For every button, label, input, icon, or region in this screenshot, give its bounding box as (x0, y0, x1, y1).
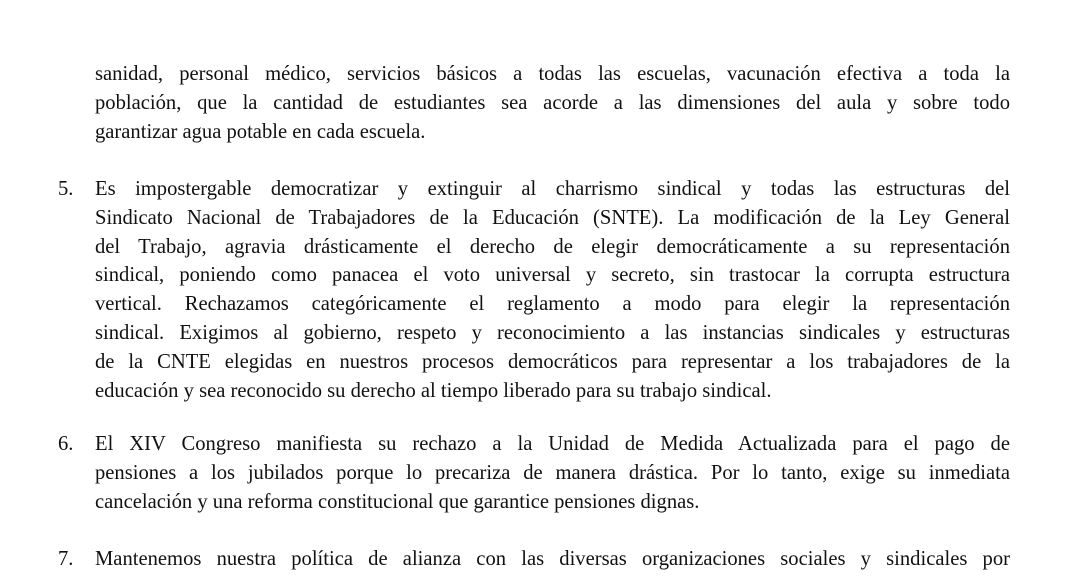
text-line: Es impostergable democratizar y extinguir al charrismo sindical y todas las estructuras del (95, 178, 1010, 200)
text-line: población, que la cantidad de estudiantes sea acorde a las dimensiones del aula y sobre todo (95, 91, 1010, 114)
text-line: sindical, poniendo como panacea el voto universal y secreto, sin trastocar la corrupta estructura (95, 264, 1010, 287)
list-item-number: 6. (58, 433, 74, 455)
list-item-number: 5. (58, 178, 74, 200)
list-item-6-text (95, 430, 1010, 516)
list-item-number: 7. (58, 548, 74, 570)
text-line: Sindicato Nacional de Trabajadores de la Educación (SNTE). La modificación de la Ley General (95, 206, 1010, 229)
text-line: del Trabajo, agravia drásticamente el derecho de elegir democráticamente a su representación (95, 235, 1010, 258)
text-line: de la CNTE elegidas en nuestros procesos democráticos para representar a los trabajadores de la (95, 350, 1010, 373)
paragraph-continuation (95, 60, 1010, 146)
text-line: garantizar agua potable en cada escuela. (95, 120, 426, 143)
text-line: cancelación y una reforma constitucional que garantice pensiones dignas. (95, 490, 700, 513)
text-line: sindical. Exigimos al gobierno, respeto y reconocimiento a las instancias sindicales y estructuras (95, 321, 1010, 344)
text-line: Mantenemos nuestra política de alianza con las diversas organizaciones sociales y sindicales por (95, 548, 1010, 570)
text-line: educación y sea reconocido su derecho al tiempo liberado para su trabajo sindical. (95, 379, 772, 402)
text-line: vertical. Rechazamos categóricamente el reglamento a modo para elegir la representación (95, 293, 1010, 316)
text-line: pensiones a los jubilados porque lo precariza de manera drástica. Por lo tanto, exige su inmediata (95, 461, 1010, 484)
text-line: El XIV Congreso manifiesta su rechazo a la Unidad de Medida Actualizada para el pago de (95, 433, 1010, 455)
text-line: sanidad, personal médico, servicios básicos a todas las escuelas, vacunación efectiva a toda la (95, 63, 1010, 85)
list-item-7-text (95, 545, 1010, 574)
list-item-5-text (95, 175, 1010, 405)
